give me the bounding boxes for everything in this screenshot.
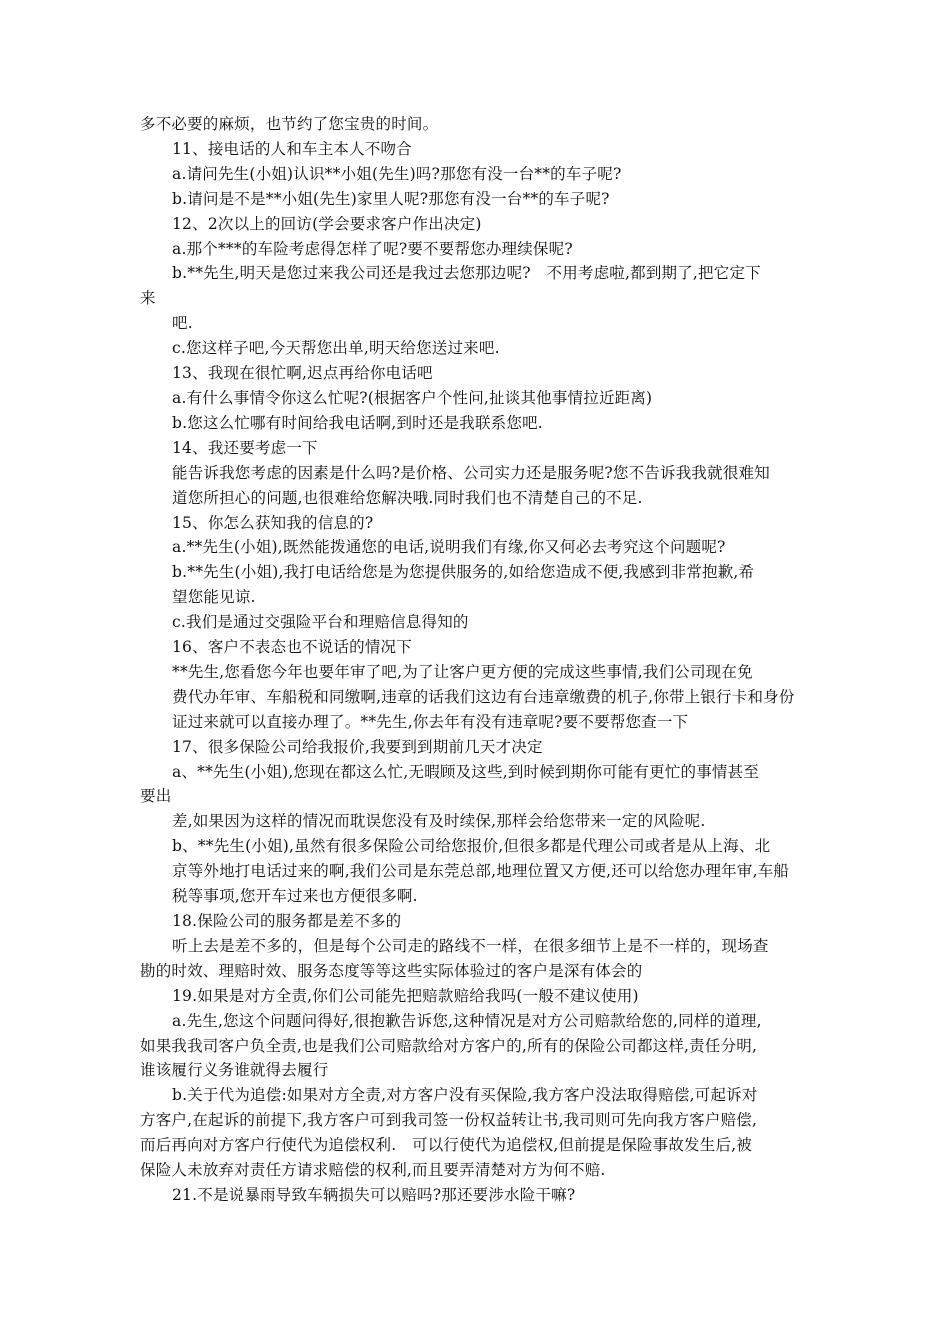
text-line: b.您这么忙哪有时间给我电话啊,到时还是我联系您吧. <box>172 413 543 432</box>
text-line: 16、客户不表态也不说话的情况下 <box>172 638 412 657</box>
text-line: a.请问先生(小姐)认识**小姐(先生)吗?那您有没一台**的车子呢? <box>172 164 622 183</box>
text-line: 17、很多保险公司给我报价,我要到到期前几天才决定 <box>172 737 543 756</box>
text-line: 听上去是差不多的，但是每个公司走的路线不一样，在很多细节上是不一样的，现场查 <box>172 936 769 955</box>
text-line: 道您所担心的问题,也很难给您解决哦.同时我们也不清楚自己的不足. <box>172 488 643 507</box>
text-line: 费代办年审、车船税和同缴啊,违章的话我们这边有台违章缴费的机子,你带上银行卡和身份 <box>172 687 795 706</box>
text-line: 11、接电话的人和车主本人不吻合 <box>172 139 412 158</box>
text-line: 保险人未放弃对责任方请求赔偿的权利,而且要弄清楚对方为何不赔. <box>140 1161 606 1180</box>
text-line: a.先生,您这个问题问得好,很抱歉告诉您,这种情况是对方公司赔款给您的,同样的道理, <box>172 1011 762 1030</box>
text-line: 12、2次以上的回访(学会要求客户作出决定) <box>172 214 482 233</box>
text-line: 要出 <box>140 787 172 806</box>
text-line: a.有什么事情令你这么忙呢?(根据客户个性问,扯谈其他事情拉近距离) <box>172 388 653 407</box>
text-line: 19.如果是对方全责,你们公司能先把赔款赔给我吗(一般不建议使用) <box>172 986 639 1005</box>
text-line: 谁该履行义务谁就得去履行 <box>140 1061 329 1080</box>
text-line: b.**先生(小姐),我打电话给您是为您提供服务的,如给您造成不便,我感到非常抱歉,希 <box>172 563 755 582</box>
text-line: 18.保险公司的服务都是差不多的 <box>172 912 402 930</box>
text-line: c.我们是通过交强险平台和理赔信息得知的 <box>172 613 469 632</box>
text-line: 21.不是说暴雨导致车辆损失可以赔吗?那还要涉水险干嘛? <box>172 1185 576 1204</box>
text-line: **先生,您看您今年也要年审了吧,为了让客户更方便的完成这些事情,我们公司现在免 <box>172 662 753 681</box>
text-line: b.请问是不是**小姐(先生)家里人呢?那您有没一台**的车子呢? <box>172 189 610 208</box>
document-body <box>140 112 815 1208</box>
text-line: 15、你怎么获知我的信息的? <box>172 513 374 532</box>
text-line: a、**先生(小姐),您现在都这么忙,无暇顾及这些,到时候到期你可能有更忙的事情甚至 <box>172 762 760 781</box>
text-line: 14、我还要考虑一下 <box>172 438 318 457</box>
text-line: c.您这样子吧,今天帮您出单,明天给您送过来吧. <box>172 339 500 358</box>
text-line: b.**先生,明天是您过来我公司还是我过去您那边呢? 不用考虑啦,都到期了,把它定下 <box>172 264 761 283</box>
text-line: 13、我现在很忙啊,迟点再给你电话吧 <box>172 364 433 383</box>
text-line: 差,如果因为这样的情况而耽误您没有及时续保,那样会给您带来一定的风险呢. <box>172 812 706 831</box>
text-line: 来 <box>140 289 156 308</box>
text-line: 能告诉我您考虑的因素是什么吗?是价格、公司实力还是服务呢?您不告诉我我就很难知 <box>172 463 770 482</box>
text-line: b.关于代为追偿:如果对方全责,对方客户没有买保险,我方客户没法取得赔偿,可起诉对 <box>172 1086 758 1105</box>
text-line: 望您能见谅. <box>172 588 256 607</box>
text-line: a.**先生(小姐),既然能拨通您的电话,说明我们有缘,你又何必去考究这个问题呢? <box>172 538 726 557</box>
text-line: a.那个***的车险考虑得怎样了呢?要不要帮您办理续保呢? <box>172 239 573 258</box>
text-line: 证过来就可以直接办理了。**先生,你去年有没有违章呢?要不要帮您查一下 <box>172 712 689 731</box>
text-line: 税等事项,您开车过来也方便很多啊. <box>172 887 418 906</box>
text-line: 吧. <box>172 314 193 333</box>
text-line: 勘的时效、理赔时效、服务态度等等这些实际体验过的客户是深有体会的 <box>140 961 643 980</box>
text-line: 京等外地打电话过来的啊,我们公司是东莞总部,地理位置又方便,还可以给您办理年审,车船 <box>172 862 790 881</box>
text-line: 如果我我司客户负全责,也是我们公司赔款给对方客户的,所有的保险公司都这样,责任分明, <box>140 1036 758 1055</box>
text-line: 而后再向对方客户行使代为追偿权利. 可以行使代为追偿权,但前提是保险事故发生后,被 <box>140 1136 752 1155</box>
text-line: b、**先生(小姐),虽然有很多保险公司给您报价,但很多都是代理公司或者是从上海、北 <box>172 837 771 856</box>
text-line: 多不必要的麻烦，也节约了您宝贵的时间。 <box>140 115 439 133</box>
text-line: 方客户,在起诉的前提下,我方客户可到我司签一份权益转让书,我司则可先向我方客户赔偿, <box>140 1111 758 1130</box>
